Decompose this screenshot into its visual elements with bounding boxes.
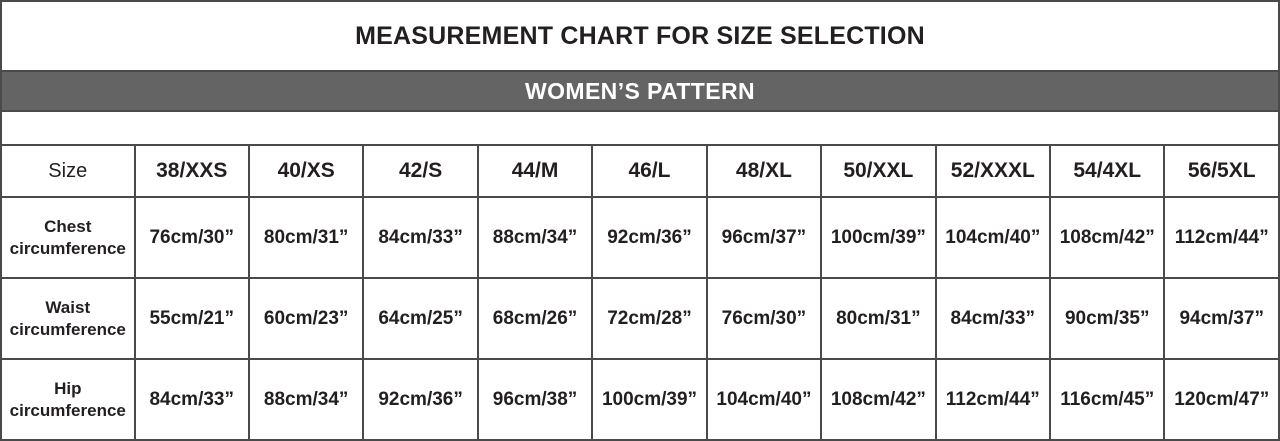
cell-hip-0: 84cm/33”: [135, 359, 249, 440]
cell-hip-9: 120cm/47”: [1164, 359, 1279, 440]
cell-hip-5: 104cm/40”: [707, 359, 821, 440]
cell-waist-9: 94cm/37”: [1164, 278, 1279, 359]
cell-hip-8: 116cm/45”: [1050, 359, 1164, 440]
cell-chest-2: 84cm/33”: [363, 197, 477, 278]
cell-waist-7: 84cm/33”: [936, 278, 1050, 359]
column-header-size-8: 54/4XL: [1050, 145, 1164, 197]
cell-chest-0: 76cm/30”: [135, 197, 249, 278]
cell-chest-8: 108cm/42”: [1050, 197, 1164, 278]
row-header-waist-line2: circumference: [9, 319, 126, 339]
cell-hip-7: 112cm/44”: [936, 359, 1050, 440]
column-header-size: Size: [1, 145, 135, 197]
row-header-waist: [1, 278, 135, 359]
cell-waist-2: 64cm/25”: [363, 278, 477, 359]
cell-waist-4: 72cm/28”: [592, 278, 706, 359]
cell-hip-3: 96cm/38”: [478, 359, 592, 440]
cell-waist-1: 60cm/23”: [249, 278, 363, 359]
cell-waist-3: 68cm/26”: [478, 278, 592, 359]
spacer-row: [1, 111, 1279, 145]
cell-chest-7: 104cm/40”: [936, 197, 1050, 278]
row-header-chest-line2: circumference: [9, 238, 126, 258]
pattern-subtitle: WOMEN’S PATTERN: [1, 71, 1279, 111]
page-title: MEASUREMENT CHART FOR SIZE SELECTION: [1, 1, 1279, 71]
subtitle-row: [1, 71, 1279, 111]
spacer: [1, 111, 1279, 145]
cell-waist-6: 80cm/31”: [821, 278, 935, 359]
cell-chest-5: 96cm/37”: [707, 197, 821, 278]
cell-hip-2: 92cm/36”: [363, 359, 477, 440]
cell-hip-1: 88cm/34”: [249, 359, 363, 440]
table-row: [1, 278, 1279, 359]
column-header-size-0: 38/XXS: [135, 145, 249, 197]
row-header-hip: [1, 359, 135, 440]
cell-waist-8: 90cm/35”: [1050, 278, 1164, 359]
cell-chest-6: 100cm/39”: [821, 197, 935, 278]
cell-hip-6: 108cm/42”: [821, 359, 935, 440]
row-header-chest-line1: Chest: [44, 217, 92, 237]
column-header-size-9: 56/5XL: [1164, 145, 1279, 197]
column-header-size-7: 52/XXXL: [936, 145, 1050, 197]
cell-chest-1: 80cm/31”: [249, 197, 363, 278]
column-header-size-3: 44/M: [478, 145, 592, 197]
table-row: [1, 359, 1279, 440]
column-header-size-1: 40/XS: [249, 145, 363, 197]
table-header-row: [1, 145, 1279, 197]
cell-hip-4: 100cm/39”: [592, 359, 706, 440]
row-header-hip-line1: Hip: [54, 379, 82, 399]
cell-chest-9: 112cm/44”: [1164, 197, 1279, 278]
cell-waist-0: 55cm/21”: [135, 278, 249, 359]
column-header-size-2: 42/S: [363, 145, 477, 197]
cell-waist-5: 76cm/30”: [707, 278, 821, 359]
row-header-hip-line2: circumference: [9, 400, 126, 420]
title-row: [1, 1, 1279, 71]
column-header-size-4: 46/L: [592, 145, 706, 197]
cell-chest-4: 92cm/36”: [592, 197, 706, 278]
cell-chest-3: 88cm/34”: [478, 197, 592, 278]
row-header-waist-line1: Waist: [45, 298, 91, 318]
column-header-size-6: 50/XXL: [821, 145, 935, 197]
table-row: [1, 197, 1279, 278]
row-header-chest: [1, 197, 135, 278]
column-header-size-5: 48/XL: [707, 145, 821, 197]
